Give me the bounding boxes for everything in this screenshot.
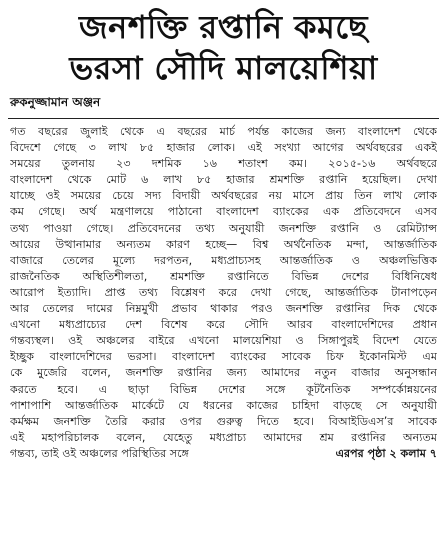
byline: রুকনুজ্জামান অঞ্জন — [10, 95, 101, 109]
body-line: কর্মক্ষম জনশক্তি তৈরি করার ওপর গুরুত্ব দিতে হবে। বিআইডিএস’র সাবেক — [10, 414, 437, 428]
body-line: কে মুজেরি বলেন, জনশক্তি রপ্তানির জন্য আমাদের নতুন বাজার অনুসন্ধান — [10, 366, 437, 380]
body-line: পাশাপাশি আন্তর্জাতিক মার্কেটে যে ধরনের কাজের চাহিদা বাড়ছে সে অনুযায়ী — [10, 398, 437, 412]
body-line: আয়ের উত্থানামার অন্যতম কারণ হচ্ছে— বিশ্ব অর্থনৈতিক মন্দা, আন্তর্জাতিক — [10, 237, 437, 251]
body-line: ইচ্ছুক বাংলাদেশিদের ভরসা। বাংলাদেশ ব্যাংকের সাবেক চিফ ইকোনমিস্ট এম — [10, 350, 437, 364]
headline-line-1: জনশক্তি রপ্তানি কমছে — [78, 8, 369, 46]
body-line: যাচ্ছে ওই সময়ের চেয়ে সদ্য বিদায়ী অর্থবছরের নয় মাসে প্রায় তিন লাখ লোক — [10, 189, 437, 203]
body-line: বিদেশে গেছে ৩ লাখ ৮৫ হাজার লোক। এই সংখ্যা আগের অর্থবছরের একই — [10, 141, 437, 155]
divider — [8, 118, 439, 119]
body-line: বাজারে তেলের মূল্যে দরপতন, মধ্যপ্রাচ্যসহ আন্তর্জাতিক ও অঞ্চলভিত্তিক — [10, 253, 437, 267]
body-line: গন্তব্যস্থল। ওই অঞ্চলের বাইরে এখনো মালয়েশিয়া ও সিঙ্গাপুরই বিদেশ যেতে — [10, 334, 437, 348]
body-line: তথ্য পাওয়া গেছে। প্রতিবেদনের তথ্য অনুযায়ী জনশক্তি রপ্তানি ও রেমিট্যান্স — [10, 221, 437, 235]
headline-line-2: ভরসা সৌদি মালয়েশিয়া — [69, 49, 378, 87]
body-line: এই মহাপরিচালক বলেন, যেহেতু মধ্যপ্রাচ্য আমাদের শ্রম রপ্তানির অন্যতম — [10, 430, 437, 444]
body-line: এখনো মধ্যপ্রাচ্যের দেশ বিশেষ করে সৌদি আরব বাংলাদেশিদের প্রধান — [10, 318, 437, 332]
article-body — [10, 124, 437, 446]
continuation-note: এরপর পৃষ্ঠা ২ কলাম ৭ — [335, 446, 437, 460]
body-line: আর তেলের দামের নিম্নমুখী প্রভাব থাকার পরও জনশক্তি রপ্তানির দিক থেকে — [10, 302, 437, 316]
body-line: গত বছরের জুলাই থেকে এ বছরের মার্চ পর্যন্ত কাজের জন্য বাংলাদেশ থেকে — [10, 125, 437, 138]
article-footer — [10, 446, 437, 462]
body-line: বাংলাদেশ থেকে মোট ৬ লাখ ৮৫ হাজার শ্রমশক্তি রপ্তানি হয়েছিল। দেখা — [10, 173, 437, 187]
newspaper-clipping — [0, 6, 447, 549]
last-line: গন্তব্য, তাই ওই অঞ্চলের পরিস্থিতির সঙ্গে — [10, 446, 189, 460]
body-line: কম গেছে। অর্থ মন্ত্রণালয়ে পাঠানো বাংলাদেশ ব্যাংকের এক প্রতিবেদনে এসব — [10, 205, 437, 219]
body-line: করতে হবে। এ ছাড়া বিভিন্ন দেশের সঙ্গে কূটনৈতিক সম্পর্কোন্নয়নের — [10, 382, 437, 396]
body-line: আরোপ ইত্যাদি। প্রাপ্ত তথ্য বিশ্লেষণ করে দেখা গেছে, আন্তর্জাতিক টানাপড়েন — [10, 285, 437, 299]
body-line: রাজনৈতিক অস্থিতিশীলতা, শ্রমশক্তি রপ্তানিতে বিভিন্ন দেশের বিধিনিষেধ — [10, 269, 437, 283]
body-line: সময়ের তুলনায় ২৩ দশমিক ১৬ শতাংশ কম। ২০১৫-১৬ অর্থবছরে — [10, 157, 437, 171]
headline — [10, 6, 437, 88]
